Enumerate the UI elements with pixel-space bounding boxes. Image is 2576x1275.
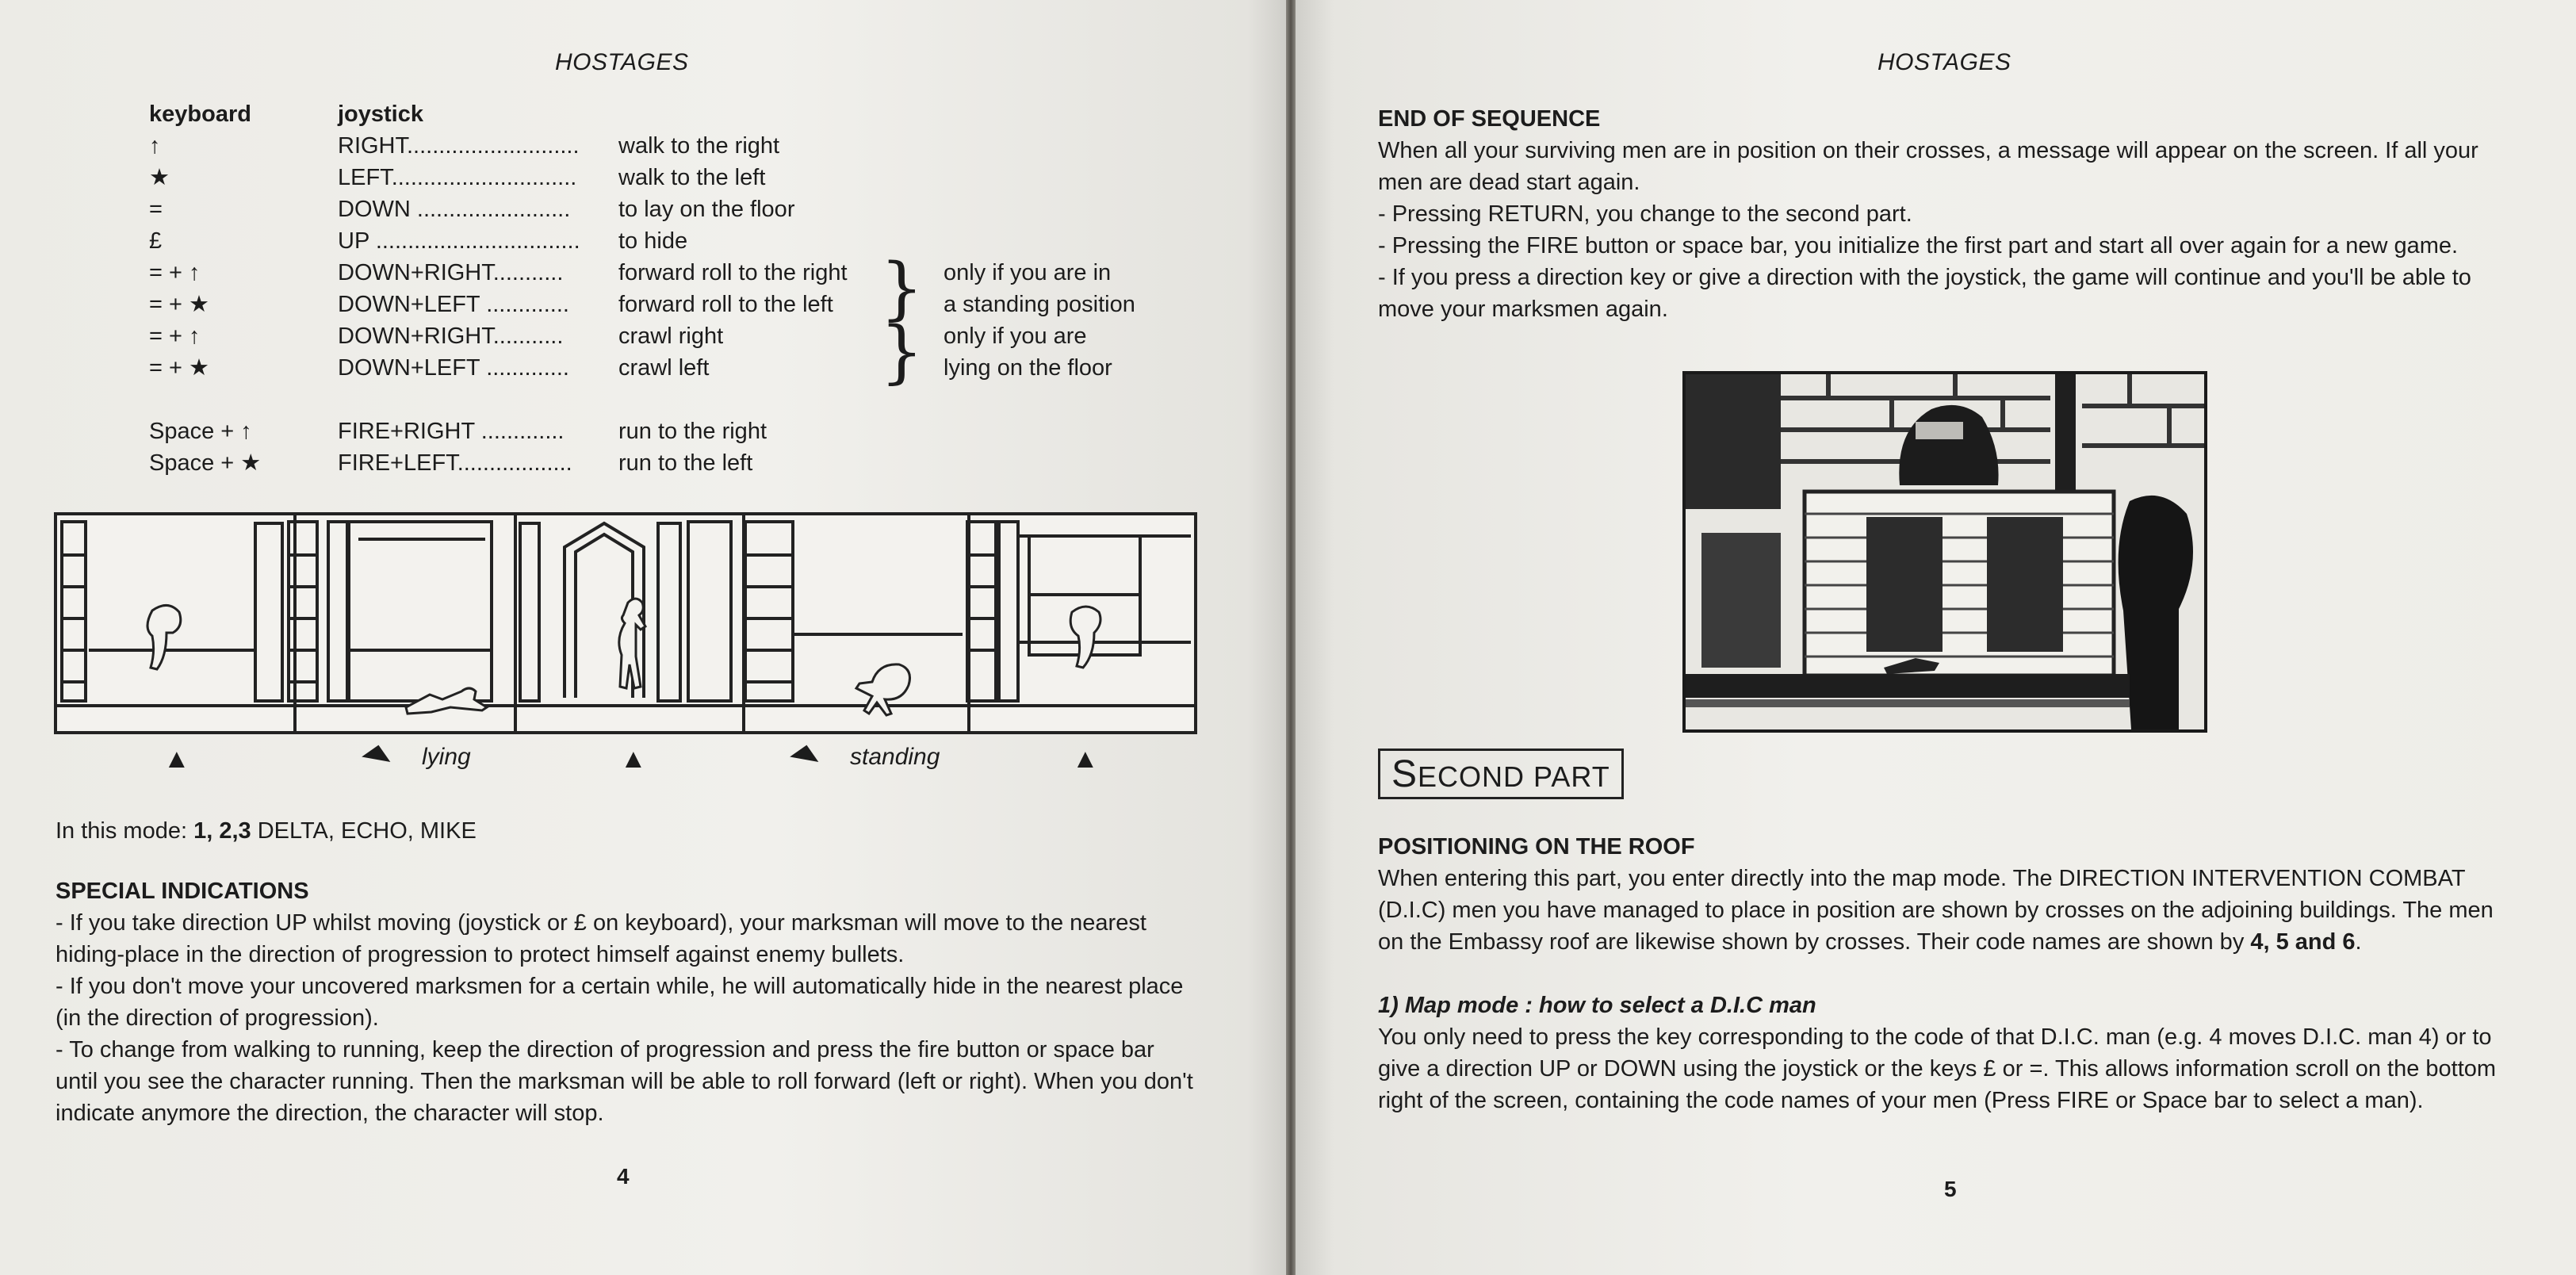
- arrow-up-marker: ▲: [620, 744, 647, 774]
- brace-note-standing-line1: only if you are in: [944, 260, 1112, 285]
- brace-note-standing-line2: a standing position: [944, 292, 1135, 317]
- map-mode-title: 1) Map mode : how to select a D.I.C man: [1378, 993, 1816, 1018]
- end-of-sequence-body: [1378, 135, 2523, 325]
- left-page: [0, 0, 1286, 1275]
- control-action: crawl right: [618, 324, 724, 349]
- figure-label-standing: standing: [850, 744, 940, 770]
- control-key: = + ★: [149, 355, 209, 381]
- end-paragraph: When all your surviving men are in position on their crosses, a message will appear on the screen. If all your men are dead start again.: [1378, 138, 2478, 195]
- end-paragraph: - Pressing RETURN, you change to the second part.: [1378, 201, 1912, 227]
- brace-standing: }: [880, 249, 924, 328]
- end-of-sequence-title: END OF SEQUENCE: [1378, 106, 1601, 132]
- mode-names: DELTA, ECHO, MIKE: [251, 818, 477, 844]
- special-paragraph: - If you take direction UP whilst moving (joystick or £ on keyboard), your marksman will move to the nearest hiding-place in the direction of progression to protect himself against enemy bullets.: [56, 910, 1146, 967]
- control-key: =: [149, 197, 163, 222]
- mode-line: [56, 815, 477, 847]
- control-key: ↑: [149, 133, 161, 159]
- control-dots: ..................: [457, 450, 572, 476]
- controls-table: [149, 127, 942, 492]
- left-page-number: 4: [617, 1164, 630, 1189]
- book-gutter: [1286, 0, 1296, 1275]
- control-joystick: LEFT: [338, 165, 392, 190]
- control-key: ★: [149, 165, 170, 190]
- control-action: walk to the right: [618, 133, 780, 159]
- game-screens-illustration: [57, 515, 1194, 731]
- second-part-heading: [1378, 749, 1624, 799]
- second-part-initial: S: [1391, 753, 1418, 795]
- positioning-roof-title: POSITIONING ON THE ROOF: [1378, 834, 1695, 860]
- control-key: = + ↑: [149, 324, 201, 349]
- control-action: walk to the left: [618, 165, 766, 190]
- control-key: Space + ★: [149, 450, 262, 476]
- arrow-marker-standing: ◥: [786, 739, 821, 777]
- control-joystick: FIRE+RIGHT: [338, 419, 475, 444]
- keyboard-column-header: keyboard: [149, 101, 251, 127]
- control-joystick: RIGHT: [338, 133, 407, 159]
- left-page-header: HOSTAGES: [555, 49, 689, 75]
- brace-note-lying-line1: only if you are: [944, 324, 1087, 349]
- control-action: run to the right: [618, 419, 767, 444]
- end-paragraph: - If you press a direction key or give a direction with the joystick, the game will continue and you'll be able to move your marksmen again.: [1378, 265, 2471, 322]
- right-page-header: HOSTAGES: [1877, 49, 2011, 75]
- control-dots: .............: [480, 292, 569, 317]
- map-mode-body: You only need to press the key corresponding to the code of that D.I.C. man (e.g. 4 moves D.I.C. man 4) or to give a direction UP or DOWN using the joystick or the keys £ or =. This allows information scroll on the bottom right of the screen, containing the code names of your men (Press FIRE or Space bar to select a man).: [1378, 1024, 2497, 1113]
- control-dots: ...........: [492, 260, 564, 285]
- game-screenshot-illustration: [1686, 374, 2204, 729]
- control-action: forward roll to the right: [618, 260, 848, 285]
- control-dots: ........................: [410, 197, 571, 222]
- control-dots: ...........: [492, 324, 564, 349]
- right-page-number: 5: [1944, 1177, 1957, 1201]
- control-joystick: DOWN+RIGHT: [338, 260, 493, 285]
- positioning-roof-body: [1378, 863, 2523, 958]
- arrow-up-marker: ▲: [1072, 744, 1099, 774]
- control-dots: .............: [474, 419, 565, 444]
- control-dots: ...........................: [407, 133, 580, 159]
- arrow-up-marker: ▲: [163, 744, 190, 774]
- control-joystick: FIRE+LEFT: [338, 450, 457, 476]
- control-joystick: DOWN+LEFT: [338, 292, 480, 317]
- control-key: Space + ↑: [149, 419, 252, 444]
- special-paragraph: - If you don't move your uncovered marksmen for a certain while, he will automatically hide in the nearest place (in the direction of progression).: [56, 974, 1184, 1031]
- special-indications-title: SPECIAL INDICATIONS: [56, 879, 309, 904]
- control-dots: ................................: [369, 228, 580, 254]
- second-part-rest: ECOND PART: [1418, 760, 1610, 793]
- control-action: run to the left: [618, 450, 753, 476]
- game-screens-strip: [54, 512, 1197, 734]
- control-key: = + ↑: [149, 260, 201, 285]
- control-action: to hide: [618, 228, 688, 254]
- roof-code-names: 4, 5 and 6: [2250, 929, 2356, 955]
- end-paragraph: - Pressing the FIRE button or space bar, you initialize the first part and start all over again for a new game.: [1378, 233, 2459, 258]
- figure-label-lying: lying: [422, 744, 471, 770]
- brace-note-lying-line2: lying on the floor: [944, 355, 1112, 381]
- control-action: crawl left: [618, 355, 710, 381]
- control-key: = + ★: [149, 292, 209, 317]
- roof-paragraph: When entering this part, you enter directly into the map mode. The DIRECTION INTERVENTION COMBAT (D.I.C) men you have managed to place in position are shown by crosses on the adjoining buildings. The men on the Embassy roof are likewise shown by crosses. Their code names are shown by: [1378, 866, 2494, 955]
- mode-numbers: 1, 2,3: [193, 818, 251, 844]
- control-dots: .............: [480, 355, 569, 381]
- control-action: forward roll to the left: [618, 292, 833, 317]
- control-joystick: DOWN+LEFT: [338, 355, 480, 381]
- control-key: £: [149, 228, 163, 254]
- game-screenshot-photo: [1682, 371, 2207, 733]
- joystick-column-header: joystick: [338, 101, 423, 127]
- control-dots: .............................: [391, 165, 577, 190]
- control-joystick: DOWN+RIGHT: [338, 324, 493, 349]
- special-paragraph: - To change from walking to running, keep the direction of progression and press the fire button or space bar until you see the character running. Then the marksman will be able to roll forward (left or right). When you don't indicate anymore the direction, the character will stop.: [56, 1037, 1193, 1126]
- control-joystick: DOWN: [338, 197, 411, 222]
- control-action: to lay on the floor: [618, 197, 795, 222]
- special-indications-body: [56, 907, 1197, 1129]
- brace-lying: }: [880, 312, 924, 392]
- arrow-marker-lying: ◥: [358, 739, 392, 777]
- control-joystick: UP: [338, 228, 369, 254]
- mode-prefix: In this mode:: [56, 818, 194, 844]
- roof-paragraph-end: .: [2355, 929, 2362, 955]
